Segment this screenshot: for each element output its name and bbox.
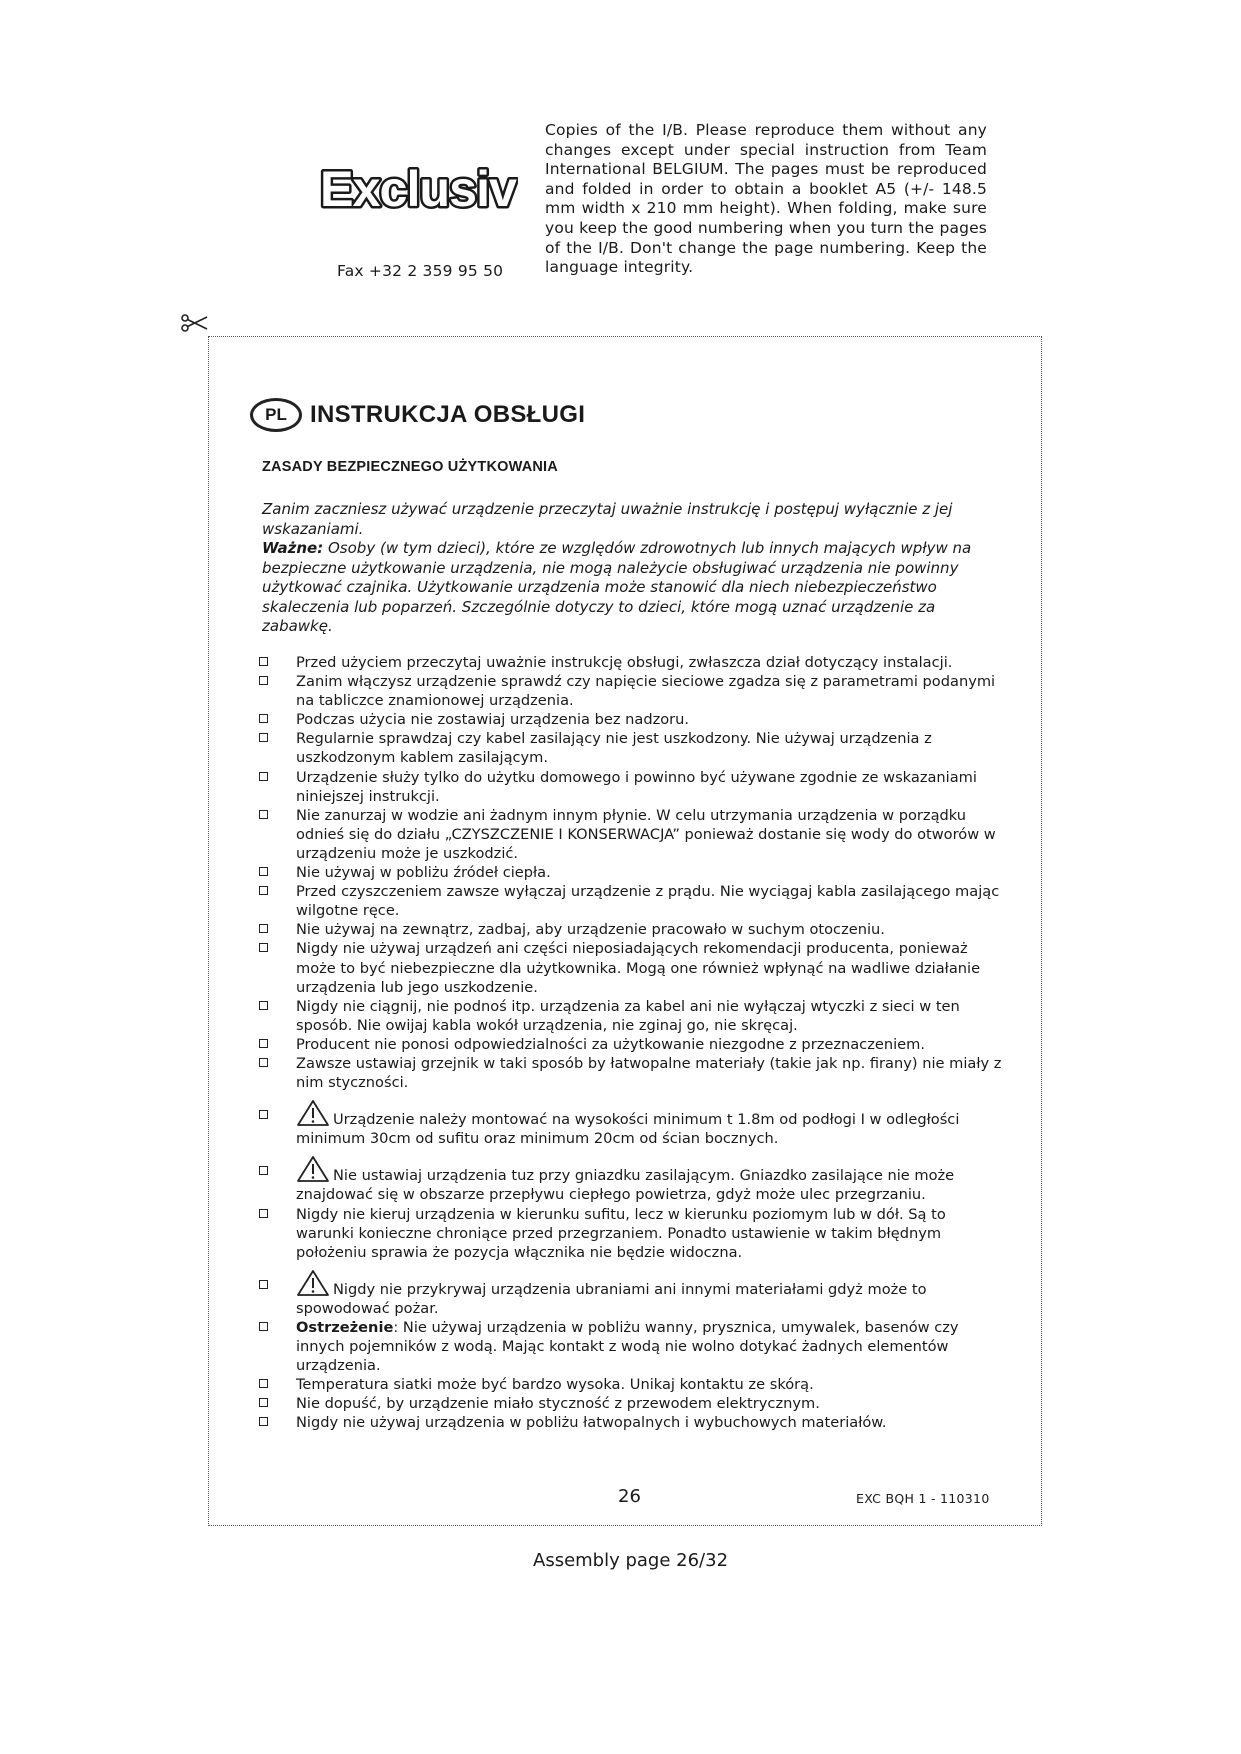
warning-triangle-icon: [296, 1269, 330, 1297]
checkbox-bullet-icon: [259, 886, 268, 895]
list-item: Producent nie ponosi odpowiedzialności za użytkowanie niezgodne z przeznaczeniem.: [259, 1035, 1004, 1054]
list-item: Nigdy nie używaj urządzeń ani części nieposiadających rekomendacji producenta, ponieważ może to być niebezpieczne dla użytkownika. Mogą one również wpłynąć na wadliwe działanie urządzenia lub jego uszkodzenie.: [259, 939, 1004, 996]
manual-heading: [250, 395, 585, 435]
checkbox-bullet-icon: [259, 1379, 268, 1388]
svg-text:Exclusiv: Exclusiv: [320, 162, 518, 216]
list-item: Przed czyszczeniem zawsze wyłączaj urządzenie z prądu. Nie wyciągaj kabla zasilającego mając wilgotne ręce.: [259, 882, 1004, 920]
checkbox-bullet-icon: [259, 714, 268, 723]
list-item: Zanim włączysz urządzenie sprawdź czy napięcie sieciowe zgadza się z parametrami podanymi na tabliczce znamionowej urządzenia.: [259, 672, 1004, 710]
fax-number: Fax +32 2 359 95 50: [337, 262, 504, 280]
checkbox-bullet-icon: [259, 924, 268, 933]
checkbox-bullet-icon: [259, 676, 268, 685]
warning-triangle-icon: [296, 1155, 330, 1183]
checkbox-bullet-icon: [259, 1058, 268, 1067]
list-item: Nigdy nie kieruj urządzenia w kierunku sufitu, lecz w kierunku poziomym lub w dół. Są to warunki konieczne chroniące przed przegrzaniem. Ponadto ustawienie w takim błędnym położeniu sprawia że pozycja włącznika nie będzie widoczna.: [259, 1205, 1004, 1262]
checkbox-bullet-icon: [259, 1417, 268, 1426]
list-item: Ostrzeżenie: Nie używaj urządzenia w pobliżu wanny, prysznica, umywalek, basenów czy innych pojemników z wodą. Mając kontakt z wodą nie wolno dotykać żadnych elementów urządzenia.: [259, 1318, 1004, 1375]
list-item: Nigdy nie używaj urządzenia w pobliżu łatwopalnych i wybuchowych materiałów.: [259, 1413, 1004, 1432]
list-item: Podczas użycia nie zostawiaj urządzenia bez nadzoru.: [259, 710, 1004, 729]
list-item: Nigdy nie ciągnij, nie podnoś itp. urządzenia za kabel ani nie wyłączaj wtyczki z sieci w ten sposób. Nie owijaj kabla wokół urządzenia, nie zginaj go, nie skręcaj.: [259, 997, 1004, 1035]
document-code: EXC BQH 1 - 110310: [856, 1491, 990, 1506]
list-item: Nie dopuść, by urządzenie miało styczność z przewodem elektrycznym.: [259, 1394, 1004, 1413]
list-item: Nie zanurzaj w wodzie ani żadnym innym płynie. W celu utrzymania urządzenia w porządku odnieś się do działu „CZYSZCZENIE I KONSERWACJA” ponieważ dostanie się wody do otworów w urządzeniu może je uszkodzić.: [259, 806, 1004, 863]
list-item: Regularnie sprawdzaj czy kabel zasilający nie jest uszkodzony. Nie używaj urządzenia z uszkodzonym kablem zasilającym.: [259, 729, 1004, 767]
list-item: Urządzenie służy tylko do użytku domowego i powinno być używane zgodnie ze wskazaniami niniejszej instrukcji.: [259, 768, 1004, 806]
checkbox-bullet-icon: [259, 657, 268, 666]
important-label: Ważne:: [262, 539, 324, 557]
intro-text: [262, 500, 982, 637]
scissors-icon: [180, 312, 210, 334]
reproduction-instructions: Copies of the I/B. Please reproduce them without any changes except under special instruction from Team International BELGIUM. The pages must be reproduced and folded in order to obtain a booklet A5 (+/- 148.5 mm width x 210 mm height). When folding, make sure you keep the good numbering when you turn the pages of the I/B. Don't change the page numbering. Keep the language integrity.: [545, 121, 987, 277]
checkbox-bullet-icon: [259, 1166, 268, 1175]
checkbox-bullet-icon: [259, 810, 268, 819]
warning-label: Ostrzeżenie: [296, 1319, 394, 1336]
checkbox-bullet-icon: [259, 1280, 268, 1289]
checkbox-bullet-icon: [259, 772, 268, 781]
warning-triangle-icon: [296, 1099, 330, 1127]
intro-important: [262, 539, 982, 637]
checkbox-bullet-icon: [259, 733, 268, 742]
list-item: Przed użyciem przeczytaj uważnie instrukcję obsługi, zwłaszcza dział dotyczący instalacji.: [259, 653, 1004, 672]
manual-title: INSTRUKCJA OBSŁUGI: [310, 401, 586, 428]
checkbox-bullet-icon: [259, 1209, 268, 1218]
checkbox-bullet-icon: [259, 1322, 268, 1331]
checkbox-bullet-icon: [259, 1110, 268, 1119]
checkbox-bullet-icon: [259, 1039, 268, 1048]
intro-paragraph: Zanim zaczniesz używać urządzenie przeczytaj uważnie instrukcję i postępuj wyłącznie z jej wskazaniami.: [262, 500, 953, 538]
list-item: Temperatura siatki może być bardzo wysoka. Unikaj kontaktu ze skórą.: [259, 1375, 1004, 1394]
list-item: Nie używaj w pobliżu źródeł ciepła.: [259, 863, 1004, 882]
list-item: Nie używaj na zewnątrz, zadbaj, aby urządzenie pracowało w suchym otoczeniu.: [259, 920, 1004, 939]
checkbox-bullet-icon: [259, 1001, 268, 1010]
important-text: Osoby (w tym dzieci), które ze względów zdrowotnych lub innych mających wpływ na bezpieczne użytkowanie urządzenia, nie mogą należycie obsługiwać urządzenia nie powinny użytkować czajnika. Użytkowanie urządzenia może stanowić dla niech niebezpieczeństwo skaleczenia lub poparzeń. Szczególnie dotyczy to dzieci, które mogą uznać urządzenie za zabawkę.: [262, 539, 972, 635]
section-title: ZASADY BEZPIECZNEGO UŻYTKOWANIA: [262, 459, 558, 475]
list-item: Urządzenie należy montować na wysokości minimum t 1.8m od podłogi I w odległości minimum 30cm od sufitu oraz minimum 20cm od ścian bocznych.: [259, 1099, 1004, 1148]
list-item: Nie ustawiaj urządzenia tuz przy gniazdku zasilającym. Gniazdko zasilające nie może znajdować się w obszarze przepływu ciepłego powietrza, gdyż może ulec przegrzaniu.: [259, 1155, 1004, 1204]
checkbox-bullet-icon: [259, 867, 268, 876]
safety-list: [259, 653, 1004, 1433]
exclusiv-logo: [318, 162, 518, 216]
list-item: Nigdy nie przykrywaj urządzenia ubraniami ani innymi materiałami gdyż może to spowodować pożar.: [259, 1269, 1004, 1318]
checkbox-bullet-icon: [259, 1398, 268, 1407]
list-item: Zawsze ustawiaj grzejnik w taki sposób by łatwopalne materiały (takie jak np. firany) nie miały z nim styczności.: [259, 1054, 1004, 1092]
page-number: 26: [618, 1486, 641, 1507]
checkbox-bullet-icon: [259, 943, 268, 952]
assembly-page-label: Assembly page 26/32: [533, 1550, 729, 1571]
language-badge: PL: [250, 398, 302, 432]
